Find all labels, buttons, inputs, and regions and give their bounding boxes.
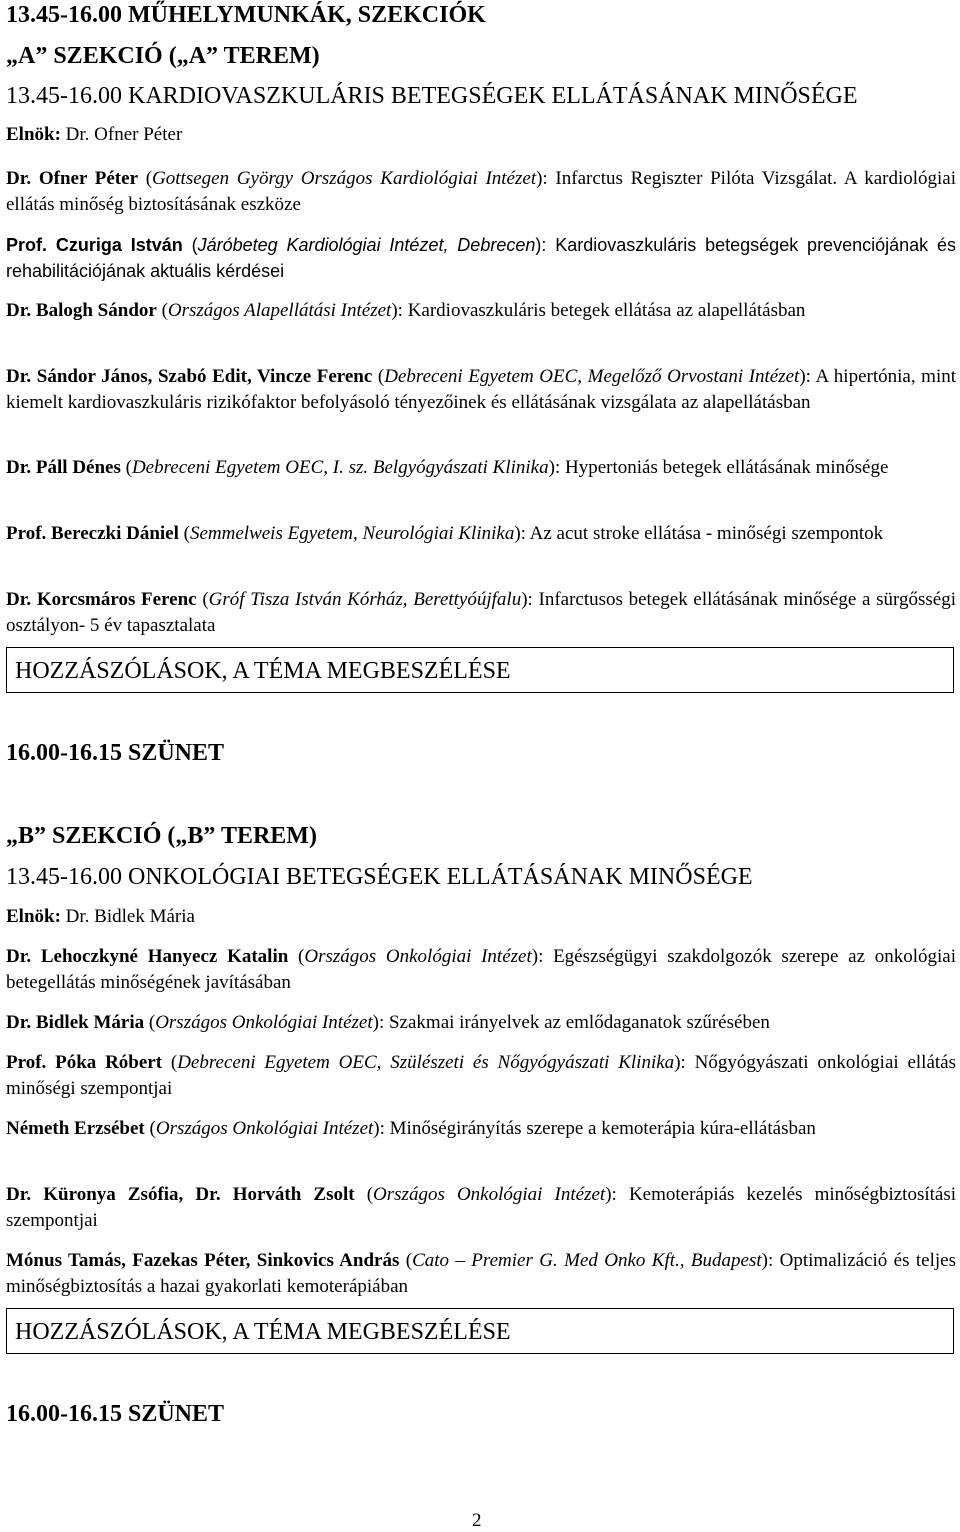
talk-speaker: Dr. Sándor János, Szabó Edit, Vincze Ferenc <box>6 366 373 387</box>
break-heading: 16.00-16.15 SZÜNET <box>6 740 225 766</box>
discussion-box: HOZZÁSZÓLÁSOK, A TÉMA MEGBESZÉLÉSE <box>6 1308 954 1354</box>
talk-speaker: Dr. Ofner Péter <box>6 168 138 189</box>
talk-speaker: Dr. Páll Dénes <box>6 457 121 478</box>
talk-entry: Dr. Korcsmáros Ferenc (Gróf Tisza István Kórház, Berettyóújfalu): Infarctusos betegek ellátásának minősége a sürgősségi osztályon- 5 év tapasztalata <box>6 589 957 636</box>
talk-title: Kardiovaszkuláris betegek ellátása az alapellátásban <box>407 300 806 321</box>
talk-institution: Debreceni Egyetem OEC, I. sz. Belgyógyászati Klinika <box>131 457 549 478</box>
talk-entry: Dr. Páll Dénes (Debreceni Egyetem OEC, I. sz. Belgyógyászati Klinika): Hypertoniás betegek ellátásának minősége <box>6 457 889 478</box>
talk-institution: Gróf Tisza István Kórház, Berettyóújfalu <box>208 589 522 610</box>
talk-title: Az acut stroke ellátása - minőségi szempontok <box>529 523 884 544</box>
chair-name: Dr. Bidlek Mária <box>60 906 195 927</box>
talk-entry: Prof. Póka Róbert (Debreceni Egyetem OEC, Szülészeti és Nőgyógyászati Klinika): Nőgyógyászati onkológiai ellátás minőségi szempontjai <box>6 1052 957 1099</box>
talk-speaker: Dr. Balogh Sándor <box>6 300 157 321</box>
talk-institution: Debreceni Egyetem OEC, Megelőző Orvostani Intézet <box>384 366 800 387</box>
talk-title: Infarctusos betegek ellátásának minősége a sürgősségi osztályon- 5 év tapasztalata <box>6 589 957 636</box>
section-b-chair <box>6 906 195 928</box>
talk-entry: Prof. Bereczki Dániel (Semmelweis Egyetem, Neurológiai Klinika): Az acut stroke ellátása - minőségi szempontok <box>6 523 884 544</box>
page-number: 2 <box>472 1510 482 1531</box>
talk-title: Nőgyógyászati onkológiai ellátás minőségi szempontjai <box>6 1052 957 1099</box>
talk-title: Szakmai irányelvek az emlődaganatok szűrésében <box>388 1012 770 1033</box>
talk-speaker: Dr. Küronya Zsófia, Dr. Horváth Zsolt <box>6 1184 355 1205</box>
section-a-topic: 13.45-16.00 KARDIOVASZKULÁRIS BETEGSÉGEK ELLÁTÁSÁNAK MINŐSÉGE <box>6 83 858 109</box>
chair-label: Elnök: <box>6 906 61 927</box>
discussion-box: HOZZÁSZÓLÁSOK, A TÉMA MEGBESZÉLÉSE <box>6 647 954 693</box>
talk-title: Optimalizáció és teljes minőségbiztosítás a hazai gyakorlati kemoterápiában <box>6 1250 956 1297</box>
talk-speaker: Mónus Tamás, Fazekas Péter, Sinkovics András <box>6 1250 400 1271</box>
talk-speaker: Dr. Bidlek Mária <box>6 1012 145 1033</box>
talk-entry: Dr. Ofner Péter (Gottsegen György Országos Kardiológiai Intézet): Infarctus Regiszter Pilóta Vizsgálat. A kardiológiai ellátás minőség biztosításának eszköze <box>6 168 957 215</box>
talk-institution: Országos Onkológiai Intézet <box>304 946 532 967</box>
chair-label: Elnök: <box>6 124 61 145</box>
talk-entry: Dr. Bidlek Mária (Országos Onkológiai Intézet): Szakmai irányelvek az emlődaganatok szűrésében <box>6 1012 770 1033</box>
talk-speaker: Prof. Bereczki Dániel <box>6 523 179 544</box>
talk-institution: Semmelweis Egyetem, Neurológiai Klinika <box>189 523 515 544</box>
talk-entry: Dr. Balogh Sándor (Országos Alapellátási Intézet): Kardiovaszkuláris betegek ellátása az alapellátásban <box>6 300 806 321</box>
talk-title: Kardiovaszkuláris betegségek prevenciójának és rehabilitációjának aktuális kérdései <box>6 235 956 281</box>
talk-institution: Országos Onkológiai Intézet <box>155 1118 374 1139</box>
talk-title: Egészségügyi szakdolgozók szerepe az onkológiai betegellátás minőségének javításában <box>6 946 956 993</box>
talk-entry: Prof. Czuriga István (Járóbeteg Kardiológiai Intézet, Debrecen): Kardiovaszkuláris betegségek prevenciójának és rehabilitációjának aktuális kérdései <box>6 235 956 281</box>
section-b-heading: „B” SZEKCIÓ („B” TEREM) <box>6 823 317 849</box>
time-block-heading: 13.45-16.00 MŰHELYMUNKÁK, SZEKCIÓK <box>6 2 486 28</box>
talk-institution: Cato – Premier G. Med Onko Kft., Budapest <box>412 1250 762 1271</box>
talk-institution: Országos Onkológiai Intézet <box>155 1012 373 1033</box>
chair-name: Dr. Ofner Péter <box>60 124 183 145</box>
talk-entry: Németh Erzsébet (Országos Onkológiai Intézet): Minőségirányítás szerepe a kemoterápia kúra-ellátásban <box>6 1118 816 1139</box>
talk-institution: Járóbeteg Kardiológiai Intézet, Debrecen <box>197 235 536 255</box>
talk-title: Hypertoniás betegek ellátásának minősége <box>564 457 889 478</box>
talk-speaker: Prof. Czuriga István <box>6 235 183 255</box>
talk-title: A hipertónia, mint kiemelt kardiovaszkuláris rizikófaktor befolyásoló tényezőinek és ellátásának vizsgálata az alapellátásban <box>6 366 957 413</box>
talk-institution: Debreceni Egyetem OEC, Szülészeti és Nőgyógyászati Klinika <box>177 1052 675 1073</box>
section-a-heading: „A” SZEKCIÓ („A” TEREM) <box>6 43 320 69</box>
talk-institution: Országos Onkológiai Intézet <box>373 1184 606 1205</box>
section-b-topic: 13.45-16.00 ONKOLÓGIAI BETEGSÉGEK ELLÁTÁSÁNAK MINŐSÉGE <box>6 864 753 890</box>
talk-institution: Gottsegen György Országos Kardiológiai Intézet <box>152 168 537 189</box>
section-a-chair <box>6 124 182 146</box>
talk-entry: Dr. Küronya Zsófia, Dr. Horváth Zsolt (Országos Onkológiai Intézet): Kemoterápiás kezelés minőségbiztosítási szempontjai <box>6 1184 957 1231</box>
talk-institution: Országos Alapellátási Intézet <box>167 300 392 321</box>
talk-speaker: Németh Erzsébet <box>6 1118 145 1139</box>
talk-speaker: Dr. Lehoczkyné Hanyecz Katalin <box>6 946 289 967</box>
break-heading: 16.00-16.15 SZÜNET <box>6 1401 225 1427</box>
talk-entry: Dr. Sándor János, Szabó Edit, Vincze Ferenc (Debreceni Egyetem OEC, Megelőző Orvostani Intézet): A hipertónia, mint kiemelt kardiovaszkuláris rizikófaktor befolyásoló tényezőinek és ellátásának vizsgálata az alapellátásban <box>6 366 957 413</box>
talk-speaker: Dr. Korcsmáros Ferenc <box>6 589 197 610</box>
talk-title: Infarctus Regiszter Pilóta Vizsgálat. A kardiológiai ellátás minőség biztosításának eszköze <box>6 168 957 215</box>
talk-title: Minőségirányítás szerepe a kemoterápia kúra-ellátásban <box>389 1118 816 1139</box>
talk-entry: Dr. Lehoczkyné Hanyecz Katalin (Országos Onkológiai Intézet): Egészségügyi szakdolgozók szerepe az onkológiai betegellátás minőségének javításában <box>6 946 956 993</box>
talk-speaker: Prof. Póka Róbert <box>6 1052 163 1073</box>
talk-entry: Mónus Tamás, Fazekas Péter, Sinkovics András (Cato – Premier G. Med Onko Kft., Budapest): Optimalizáció és teljes minőségbiztosítás a hazai gyakorlati kemoterápiában <box>6 1250 956 1297</box>
talk-title: Kemoterápiás kezelés minőségbiztosítási szempontjai <box>6 1184 957 1231</box>
